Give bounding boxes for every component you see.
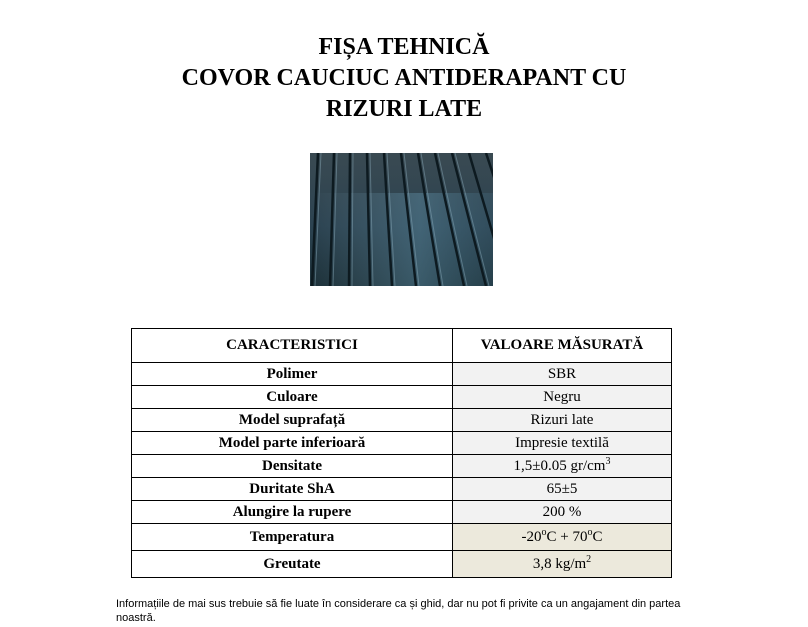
table-row bbox=[132, 501, 672, 524]
ribbed-rubber-mat-photo bbox=[310, 153, 493, 286]
row-value: Rizuri late bbox=[453, 409, 672, 432]
row-value: 65±5 bbox=[453, 478, 672, 501]
disclaimer-note: Informațiile de mai sus trebuie să fie luate în considerare ca și ghid, dar nu pot fi privite ca un angajament din partea noastră. bbox=[116, 598, 681, 624]
row-value bbox=[453, 524, 672, 551]
row-label: Greutate bbox=[132, 551, 453, 578]
temp-unit: C bbox=[592, 528, 603, 545]
row-label: Model parte inferioară bbox=[132, 432, 453, 455]
table-row bbox=[132, 455, 672, 478]
title-line-1: FIȘA TEHNICĂ bbox=[318, 34, 490, 60]
row-label: Model suprafață bbox=[132, 409, 453, 432]
row-label: Polimer bbox=[132, 363, 453, 386]
row-value: SBR bbox=[453, 363, 672, 386]
row-label: Temperatura bbox=[132, 524, 453, 551]
header-characteristic: CARACTERISTICI bbox=[132, 329, 453, 363]
table-row bbox=[132, 524, 672, 551]
row-value: Negru bbox=[453, 386, 672, 409]
row-value bbox=[453, 551, 672, 578]
degree-sign: o bbox=[541, 526, 547, 538]
table-row bbox=[132, 363, 672, 386]
weight-value: 3,8 kg/m bbox=[532, 555, 587, 572]
density-value: 1,5±0.05 gr/cm bbox=[513, 457, 606, 474]
row-value bbox=[453, 455, 672, 478]
table-row bbox=[132, 478, 672, 501]
degree-sign: o bbox=[587, 526, 593, 538]
product-photo bbox=[310, 153, 493, 286]
technical-specs-table bbox=[131, 328, 672, 578]
row-label: Alungire la rupere bbox=[132, 501, 453, 524]
row-label: Densitate bbox=[132, 455, 453, 478]
row-value: Impresie textilă bbox=[453, 432, 672, 455]
title-line-3: RIZURI LATE bbox=[325, 96, 483, 122]
row-label: Duritate ShA bbox=[132, 478, 453, 501]
title-line-2: COVOR CAUCIUC ANTIDERAPANT CU bbox=[181, 65, 627, 91]
table-row bbox=[132, 409, 672, 432]
table-row bbox=[132, 432, 672, 455]
temp-min: -20 bbox=[521, 528, 542, 545]
row-value: 200 % bbox=[453, 501, 672, 524]
table-row bbox=[132, 386, 672, 409]
table-row bbox=[132, 551, 672, 578]
row-label: Culoare bbox=[132, 386, 453, 409]
document-title bbox=[0, 32, 808, 125]
weight-exponent: 2 bbox=[586, 553, 592, 565]
density-exponent: 3 bbox=[605, 455, 611, 467]
table-header-row bbox=[132, 329, 672, 363]
temp-mid: C + 70 bbox=[546, 528, 588, 545]
header-value: VALOARE MĂSURATĂ bbox=[453, 329, 672, 363]
